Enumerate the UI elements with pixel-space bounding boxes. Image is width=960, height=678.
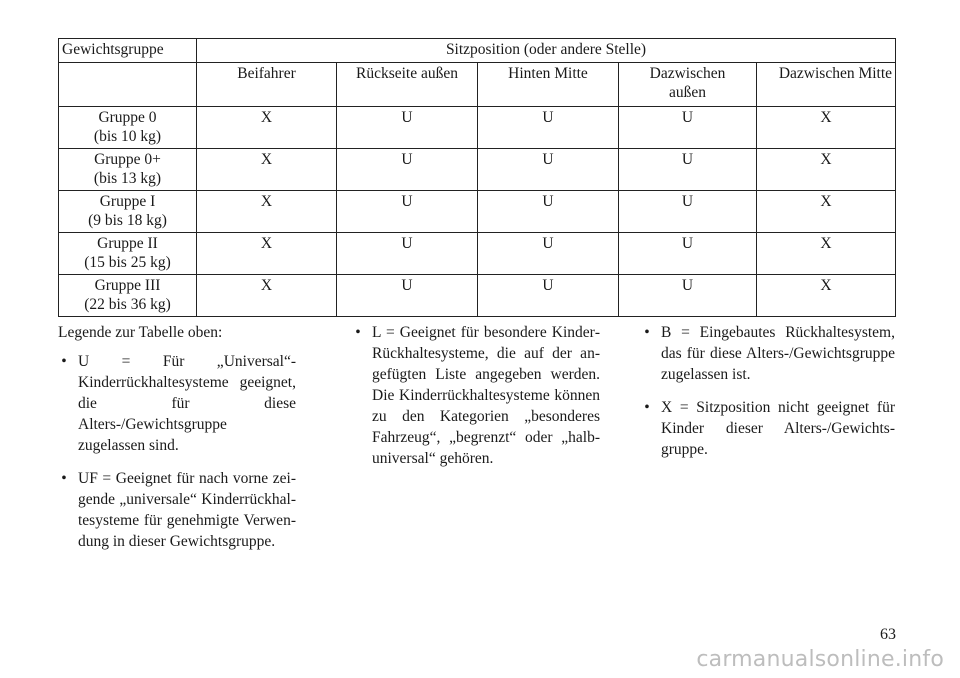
group-weight: (22 bis 36 kg) (84, 296, 171, 313)
legend-intro: Legende zur Tabelle oben: (58, 324, 223, 341)
group-name: Gruppe II (97, 235, 158, 252)
group-name: Gruppe III (94, 277, 161, 294)
table-cell: X (757, 233, 896, 275)
legend-item-b (641, 322, 895, 385)
table-cell: U (478, 275, 619, 317)
column-header: Dazwischen außen (619, 63, 757, 107)
table-cell: X (197, 275, 337, 317)
table-cell: U (337, 275, 478, 317)
legend-column-2 (352, 322, 600, 481)
table-cell: U (478, 191, 619, 233)
table-cell: U (478, 149, 619, 191)
table-row (59, 107, 896, 149)
table-cell: U (619, 149, 757, 191)
table-cell: U (478, 107, 619, 149)
legend-item-text: U = Für „Universal“-Kinderrückhaltesysteme geeignet, die für diese Alters-/Gewichtsgruppe zugelassen sind. (78, 353, 296, 454)
header-empty-cell (59, 63, 197, 107)
table-cell: X (757, 107, 896, 149)
legend-item-text: UF = Geeignet für nach vorne zeigende „universale“ Kinderrückhaltesysteme für genehmigte Verwendung in dieser Gewichtsgruppe. (78, 470, 296, 550)
weight-group-cell (59, 191, 197, 233)
table-cell: X (197, 233, 337, 275)
weight-group-cell (59, 233, 197, 275)
child-seat-suitability-table (58, 38, 896, 317)
header-seat-position: Sitzposition (oder andere Stelle) (197, 39, 896, 63)
table-cell: X (197, 107, 337, 149)
group-name: Gruppe 0+ (94, 151, 161, 168)
legend-item-u (58, 351, 296, 456)
group-weight: (bis 10 kg) (93, 128, 162, 145)
table-row (59, 149, 896, 191)
legend-item-l (352, 322, 600, 469)
table-cell: U (619, 107, 757, 149)
group-weight: (15 bis 25 kg) (84, 254, 171, 271)
legend-item-uf (58, 468, 296, 552)
table-cell: U (619, 233, 757, 275)
legend-item-text: L = Geeignet für besondere KinderRückhaltesysteme, die auf der angefügten Liste angegeben werden. Die Kinderrückhaltesysteme können zu den Kategorien „besonderes Fahrzeug“, „begrenzt“ oder „halbuniversal“ gehören. (372, 324, 600, 467)
weight-group-cell (59, 107, 197, 149)
column-header: Rückseite außen (337, 63, 478, 107)
table-row (59, 191, 896, 233)
group-weight: (9 bis 18 kg) (88, 212, 167, 229)
group-name: Gruppe I (99, 193, 156, 210)
table-cell: X (757, 275, 896, 317)
table-cell: U (337, 107, 478, 149)
bullet-icon: • (355, 324, 361, 341)
table-row (59, 233, 896, 275)
table-cell: X (197, 149, 337, 191)
bullet-icon: • (61, 470, 67, 487)
legend-column-1 (58, 322, 296, 564)
weight-group-cell (59, 149, 197, 191)
table-cell: X (197, 191, 337, 233)
table-cell: U (619, 191, 757, 233)
bullet-icon: • (644, 399, 650, 416)
table-cell: U (619, 275, 757, 317)
table-cell: U (478, 233, 619, 275)
table-cell: X (757, 149, 896, 191)
table-cell: X (757, 191, 896, 233)
column-header: Beifahrer (197, 63, 337, 107)
legend-item-text: B = Eingebautes Rückhaltesystem, das für diese Alters-/Gewichtsgruppe zugelassen ist. (661, 324, 895, 383)
watermark: carmanualsonline.info (696, 647, 944, 672)
bullet-icon: • (644, 324, 650, 341)
column-header: Dazwischen Mitte (757, 63, 896, 107)
group-name: Gruppe 0 (98, 109, 157, 126)
legend-item-text: X = Sitzposition nicht geeignet für Kinder dieser Alters-/Gewichtsgruppe. (661, 399, 895, 458)
group-weight: (bis 13 kg) (93, 170, 162, 187)
page-number: 63 (880, 626, 896, 643)
table-cell: U (337, 233, 478, 275)
legend-column-3 (641, 322, 895, 472)
legend-item-x (641, 397, 895, 460)
header-weight-group: Gewichtsgruppe (59, 39, 197, 63)
table-cell: U (337, 191, 478, 233)
table-cell: U (337, 149, 478, 191)
weight-group-cell (59, 275, 197, 317)
table-row (59, 275, 896, 317)
column-header: Hinten Mitte (478, 63, 619, 107)
bullet-icon: • (61, 353, 67, 370)
